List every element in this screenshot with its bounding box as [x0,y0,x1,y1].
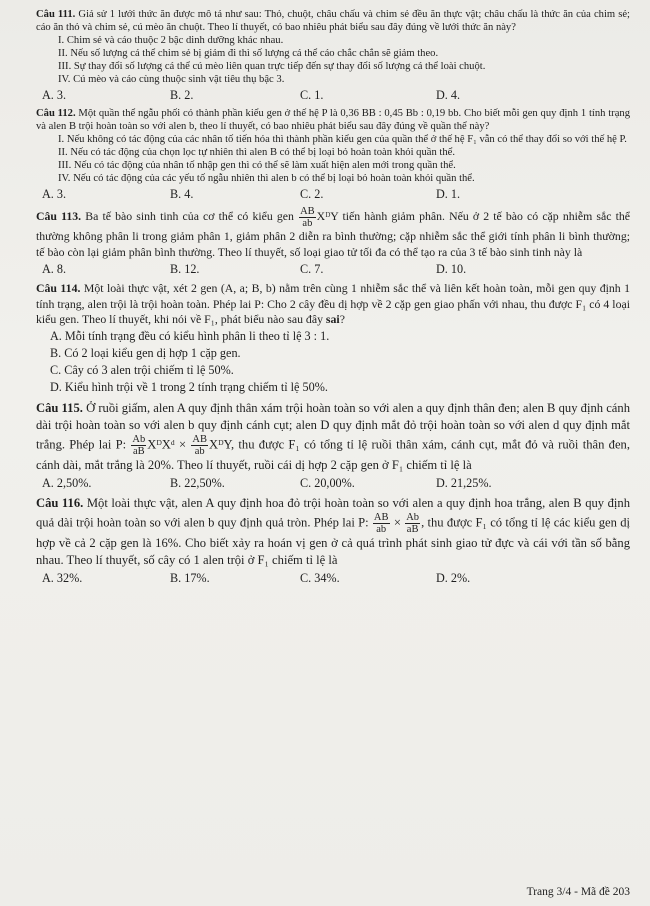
option-d: D. 10. [436,262,467,276]
male-sex-genotype: XᴰY, [209,436,235,451]
option-b: B. 4. [170,187,194,201]
answer-options [36,262,630,277]
statement-1: I. Chim sẻ và cáo thuộc 2 bậc dinh dưỡng khác nhau. [58,35,284,46]
statement-3: III. Nếu có tác động của nhân tố nhập gen thì có thể sẽ làm xuất hiện alen mới trong quần thể. [58,160,456,171]
question-intro: Một loài thực vật, alen A quy định hoa đỏ trội hoàn toàn so với alen a quy định hoa trắng, alen B quy định quả dài trội hoàn toàn so với alen b quy định quả tròn. Phép lai P: [36,495,631,529]
question-label: Câu 114. [36,281,81,295]
fraction-denominator: aB [132,445,145,457]
answer-options [36,187,630,202]
question-113-text [36,206,630,260]
option-a: A. 3. [42,88,67,102]
answer-options [36,571,630,586]
question-111 [36,8,630,103]
question-intro-continued: tiến hành giảm phân. Nếu ở 2 tế bào có cặp nhiễm sắc thể thường không phân li trong giảm phân 1, giảm phân 2 diễn ra bình thường; cặp nhiễm sắc thể giới tính phân li bình thường; tế bào còn lại giảm phân bình thường. Theo lí thuyết, số loại giao tử tối đa có thể tạo ra của 3 tế bào sinh tinh này là [36,209,631,259]
statement-1: I. Nếu không có tác động của các nhân tố tiến hóa thì thành phần kiểu gen của quần thể ở thế hệ F₁ vẫn có thể thay đổi so với thế hệ P. [58,134,627,145]
fraction-numerator: Ab [132,433,146,445]
option-a: A. 3. [42,187,67,201]
question-111-text [36,8,630,34]
genotype-fraction-female [131,434,146,457]
option-b: B. 22,50%. [170,475,225,490]
question-label: Câu 112. [36,108,76,119]
cross-symbol: × [393,514,401,529]
statement-3: III. Sự thay đổi số lượng cá thể cú mèo liên quan trực tiếp đến sự thay đổi số lượng cá thể loài chuột. [58,61,486,72]
question-mark: ? [339,312,345,326]
fraction-denominator: ab [376,523,387,535]
question-112 [36,107,630,202]
fraction-numerator: Ab [406,511,420,523]
option-c: C. 1. [300,88,324,102]
statement-2: II. Nếu có tác động của chọn lọc tự nhiên thì alen B có thể bị loại bỏ hoàn toàn khỏi quần thể. [58,147,456,158]
question-116 [36,495,630,586]
female-sex-genotype: XᴰXᵈ × [147,436,187,451]
page-footer: Trang 3/4 - Mã đề 203 [526,886,630,898]
fraction-denominator: aB [406,523,419,535]
question-intro-continued: thu được F₁ có tổng tỉ lệ ruồi thân xám, cánh cụt, mắt đỏ và ruồi thân đen, cánh dài, mắt trắng là 20%. Theo lí thuyết, ruồi cái dị hợp 2 cặp gen ở F₁ chiếm tỉ lệ là [36,436,630,472]
question-115-text [36,400,630,474]
genotype-fraction-parent-2 [405,512,420,535]
option-d: D. 1. [436,187,461,201]
question-label: Câu 115. [36,400,83,415]
fraction-numerator: AB [300,206,315,217]
question-113 [36,206,630,277]
question-112-text [36,107,630,133]
question-114-text [36,281,630,328]
question-intro: Một quần thể ngẫu phối có thành phần kiểu gen ở thế hệ P là 0,36 BB : 0,45 Bb : 0,19 bb. Cho biết mỗi gen quy định 1 tính trạng và alen B trội hoàn toàn so với alen b, theo lí thuyết, có bao nhiêu phát biểu sau đây đúng về quần thể này? [36,108,630,132]
question-label: Câu 113. [36,209,82,224]
option-d: D. 21,25%. [436,475,492,490]
fraction-denominator: ab [302,218,313,229]
option-c: C. 34%. [300,570,340,585]
fraction-denominator: ab [194,445,205,457]
fraction-numerator: AB [373,511,389,523]
statement-4: IV. Cú mèo và cáo cùng thuộc sinh vật tiêu thụ bậc 3. [58,74,285,85]
genotype-fraction [299,206,316,229]
question-intro: Ba tế bào sinh tinh của cơ thể có kiểu gen [85,209,294,224]
question-label: Câu 111. [36,9,76,20]
option-b: B. 12. [170,262,200,276]
option-a: A. 2,50%. [42,475,92,490]
question-label: Câu 116. [36,495,84,510]
choice-c: C. Cây có 3 alen trội chiếm tỉ lệ 50%. [50,362,234,377]
question-116-text [36,495,630,569]
option-d: D. 2%. [436,570,471,585]
question-115 [36,400,630,491]
statement-2: II. Nếu số lượng cá thể chim sẻ bị giảm đi thì số lượng cá thể cáo chắc chắn sẽ giảm theo. [58,48,439,59]
question-intro: Một loài thực vật, xét 2 gen (A, a; B, b) nằm trên cùng 1 nhiễm sắc thể và liên kết hoàn toàn, mỗi gen quy định 1 tính trạng, alen trội là trội hoàn toàn. Phép lai P: Cho 2 cây đều dị hợp về 2 cặp gen giao phấn với nhau, thu được F₁ có 4 loại kiểu gen. Theo lí thuyết, khi nói về F₁, phát biểu nào sau đây [36,281,631,326]
option-c: C. 20,00%. [300,475,355,490]
option-d: D. 4. [436,88,461,102]
answer-options [36,88,630,103]
answer-options [36,476,630,491]
question-intro: Giả sử 1 lưới thức ăn được mô tả như sau: Thỏ, chuột, châu chấu và chim sẻ đều ăn thực vật; châu chấu là thức ăn của chim sẻ; cáo ăn thỏ và chim sẻ, cú mèo ăn chuột. Theo lí thuyết, có bao nhiêu phát biểu sau đây đúng về lưới thức ăn này? [36,9,631,33]
option-c: C. 7. [300,262,324,276]
genotype-fraction-parent-1 [373,512,390,535]
genotype-fraction-male [191,434,208,457]
sex-chromosome-genotype: XᴰY [316,209,339,224]
option-b: B. 2. [170,88,194,102]
statement-4: IV. Nếu có tác động của các yếu tố ngẫu nhiên thì alen b có thể bị loại bỏ hoàn toàn khỏi quần thể. [58,173,475,184]
question-intro: Ở ruồi giấm, alen A quy định thân xám trội hoàn toàn so với alen a quy định thân đen; alen B quy định cánh dài trội hoàn toàn so với alen b quy định cánh cụt; alen D quy định mắt đỏ trội hoàn toàn so với alen d quy định mắt trắng. Phép lai P: [36,400,630,451]
question-intro-continued: , thu được F₁ có tổng tỉ lệ các kiểu gen dị hợp về cả 2 cặp gen là 16%. Cho biết xảy ra hoán vị gen ở cả quá trình phát sinh giao tử đực và cái với tần số bằng nhau. Theo lí thuyết, số cây có 1 alen trội ở F₁ chiếm tỉ lệ là [36,514,631,567]
question-114 [36,281,630,396]
choice-a: A. Mỗi tính trạng đều có kiểu hình phân li theo tỉ lệ 3 : 1. [50,328,330,343]
emphasis-word: sai [325,312,340,326]
option-c: C. 2. [300,187,324,201]
choice-b: B. Có 2 loại kiểu gen dị hợp 1 cặp gen. [50,345,241,360]
option-a: A. 32%. [42,570,83,585]
option-a: A. 8. [42,262,67,276]
option-b: B. 17%. [170,570,210,585]
fraction-numerator: AB [192,433,207,445]
choice-d: D. Kiểu hình trội về 1 trong 2 tính trạng chiếm tỉ lệ 50%. [50,379,328,394]
